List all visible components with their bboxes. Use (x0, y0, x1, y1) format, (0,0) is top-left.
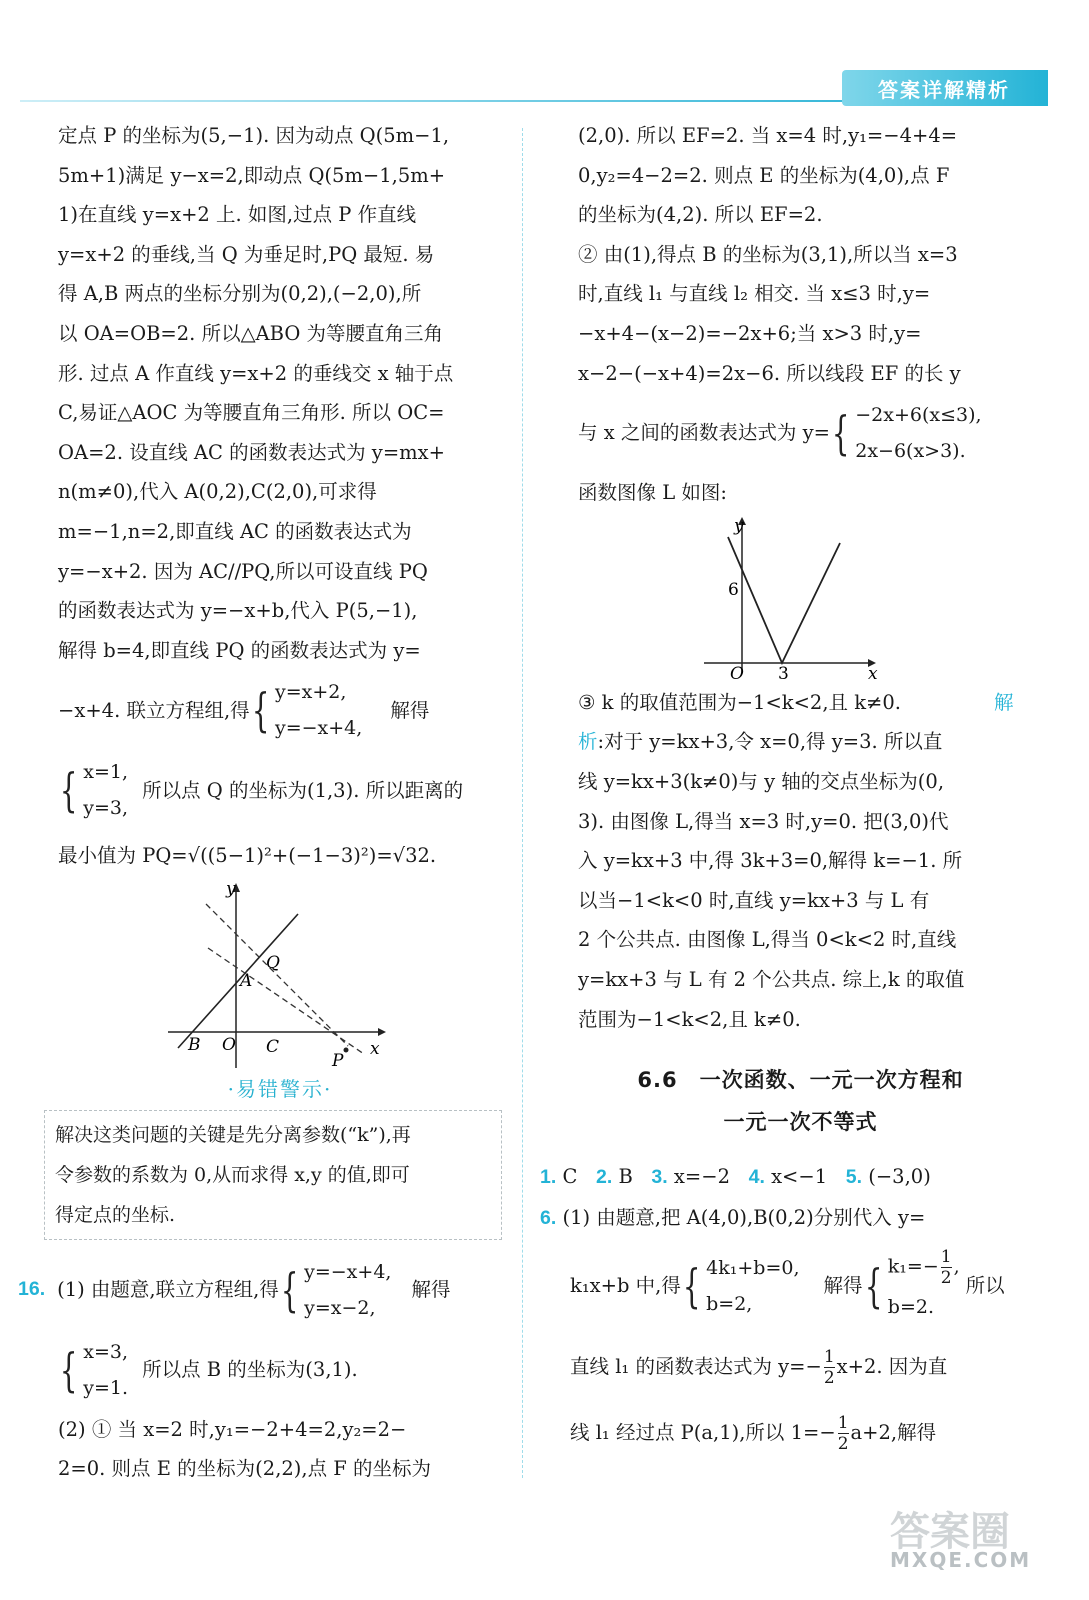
answer-number: 4. (748, 1166, 765, 1189)
line-y-eq-x-plus-2 (178, 914, 298, 1048)
answer-number: 3. (651, 1166, 668, 1189)
left-line: n(m≠0),代入 A(0,2),C(2,0),可求得 (58, 480, 377, 504)
left-line: 定点 P 的坐标为(5,−1). 因为动点 Q(5m−1, (58, 124, 450, 147)
column-divider (522, 128, 523, 1478)
answer: x=−2 (673, 1165, 730, 1189)
left-line: 5m+1)满足 y−x=2,即动点 Q(5m−1,5m+ (58, 163, 446, 187)
graph-l-line (728, 537, 840, 663)
piecewise-prefix: 与 x 之间的函数表达式为 y= (578, 421, 830, 445)
answer: x<−1 (771, 1165, 828, 1189)
denominator: 2 (823, 1367, 835, 1388)
fraction (941, 1247, 952, 1288)
label-p: P (332, 1050, 344, 1068)
label-q: Q (266, 952, 280, 973)
x-axis-arrow (378, 1028, 386, 1036)
point-p (344, 1047, 349, 1052)
graph-pq (168, 878, 428, 1068)
right-line: y=kx+3 与 L 有 2 个公共点. 综上,k 的取值 (578, 967, 965, 991)
graph-intro: 函数图像 L 如图: (578, 481, 727, 505)
q16-prefix: (1) 由题意,联立方程组,得 (57, 1277, 279, 1301)
piecewise-line (578, 393, 1023, 473)
section-heading (578, 1059, 1023, 1143)
q6-mid: 解得 (823, 1274, 863, 1298)
left-line: 以 OA=OB=2. 所以△ABO 为等腰直角三角 (58, 321, 444, 345)
equation: b=2. (887, 1295, 935, 1318)
watermark-url: MXQE.COM (890, 1548, 1032, 1572)
right-line: 的坐标为(4,2). 所以 EF=2. (578, 203, 823, 227)
q6-line (540, 1198, 1023, 1239)
right-line: 0,y₂=4−2=2. 则点 E 的坐标为(4,0),点 F (578, 163, 950, 187)
q6-text: 直线 l₁ 的函数表达式为 y=− (570, 1355, 822, 1379)
system-suffix: 解得 (390, 698, 430, 722)
analysis-text: :对于 y=kx+3,令 x=0,得 y=3. 所以直 (597, 730, 943, 754)
section-title: 6.6 一次函数、一元一次方程和 (637, 1068, 964, 1093)
q6-suffix: 所以 (965, 1274, 1005, 1298)
solution-text: 所以点 Q 的坐标为(1,3). 所以距离的 (142, 778, 464, 802)
answer: (−3,0) (868, 1165, 931, 1189)
label-y: y (226, 878, 236, 899)
fraction (838, 1413, 849, 1454)
q16-line (18, 1250, 502, 1330)
q6-prefix: k₁x+b 中,得 (570, 1274, 681, 1298)
label-o: O (222, 1034, 236, 1055)
piecewise-function: { −2x+6(x≤3), 2x−6(x>3). (831, 404, 982, 463)
warning-line: 解决这类问题的关键是先分离参数(“k”),再 (55, 1123, 411, 1146)
k-range: ③ k 的取值范围为−1<k<2,且 k≠0. (578, 690, 901, 714)
q6-text: (1) 由题意,把 A(4,0),B(0,2)分别代入 y= (562, 1205, 926, 1229)
right-line (578, 722, 1023, 762)
header-rule (20, 100, 860, 102)
left-line: 形. 过点 A 作直线 y=x+2 的垂线交 x 轴于点 (58, 361, 454, 385)
equation: 4k₁+b=0, (706, 1257, 800, 1280)
equation: x=3, (83, 1340, 129, 1363)
equation: y=1. (83, 1376, 129, 1399)
q16-suffix: 解得 (411, 1277, 451, 1301)
q6-text: a+2,解得 (850, 1421, 937, 1445)
section-subtitle: 一元一次不等式 (723, 1110, 878, 1135)
answer-number: 5. (845, 1166, 863, 1189)
numerator: 1 (823, 1346, 835, 1367)
q16-system: { y=−x+4, y=x−2, (280, 1260, 392, 1319)
right-line: 2 个公共点. 由图像 L,得当 0<k<2 时,直线 (578, 928, 957, 952)
solution-system: { x=1, y=3, (59, 761, 129, 820)
k-range-line (578, 683, 1023, 723)
q16-solution-text: 所以点 B 的坐标为(3,1). (142, 1357, 358, 1381)
fraction (824, 1347, 835, 1388)
equation: y=x−2, (304, 1296, 376, 1319)
jie-label: 解 (994, 690, 1014, 714)
answers-line (540, 1157, 1023, 1198)
q6-solution: { k₁=− $\frac{1}{2}$ , b=2. (864, 1246, 960, 1318)
left-line: C,易证△AOC 为等腰直角三角形. 所以 OC= (58, 401, 445, 425)
right-line: 3). 由图像 L,得当 x=3 时,y=0. 把(3,0)代 (578, 809, 949, 833)
header-tag: 答案详解精析 (842, 70, 1048, 106)
warning-line: 令参数的系数为 0,从而求得 x,y 的值,即可 (55, 1163, 410, 1186)
right-line: 线 y=kx+3(k≠0)与 y 轴的交点坐标为(0, (578, 769, 945, 793)
answer-number: 1. (540, 1166, 557, 1189)
numerator: 1 (837, 1412, 849, 1433)
system-prefix: −x+4. 联立方程组,得 (58, 698, 250, 722)
question-number: 16. (18, 1277, 46, 1300)
equation: x=1, (83, 761, 129, 784)
xi-label: 析 (578, 730, 598, 754)
solution-line (58, 750, 502, 830)
denominator: 2 (940, 1267, 952, 1288)
left-line: OA=2. 设直线 AC 的函数表达式为 y=mx+ (58, 440, 445, 464)
label-b: B (188, 1034, 201, 1055)
piece: 2x−6(x>3). (855, 440, 966, 463)
right-line: (2,0). 所以 EF=2. 当 x=4 时,y₁=−4+4= (578, 124, 958, 147)
left-line: 解得 b=4,即直线 PQ 的函数表达式为 y= (58, 638, 421, 662)
label-c: C (266, 1036, 280, 1057)
warning-box (44, 1110, 502, 1240)
q16-solution: { x=3, y=1. (59, 1340, 129, 1399)
numerator: 1 (940, 1246, 952, 1267)
label-x: x (868, 663, 878, 683)
equation: y=x+2, (274, 681, 347, 704)
q6-system-line (570, 1238, 1023, 1334)
min-distance-line: 最小值为 PQ=√((5−1)²+(−1−3)²)=√32. (58, 844, 437, 868)
left-line: m=−1,n=2,即直线 AC 的函数表达式为 (58, 519, 412, 543)
left-column (18, 116, 502, 1489)
right-line: ② 由(1),得点 B 的坐标为(3,1),所以当 x=3 (578, 242, 958, 266)
equation: y=−x+4, (274, 717, 363, 740)
equation: y=−x+4, (304, 1260, 392, 1283)
label-o: O (730, 663, 744, 683)
warning-line: 得定点的坐标. (55, 1203, 176, 1226)
right-column (540, 116, 1023, 1466)
line-ac-dashed (206, 904, 348, 1046)
q6-text: 线 l₁ 经过点 P(a,1),所以 1=− (570, 1421, 836, 1445)
system-line (58, 670, 502, 750)
left-line: 2=0. 则点 E 的坐标为(2,2),点 F 的坐标为 (58, 1457, 432, 1481)
q6-system: { 4k₁+b=0, b=2, (682, 1257, 800, 1316)
label-x: x (370, 1038, 380, 1059)
label-a: A (240, 970, 253, 991)
equation: k₁=− (887, 1255, 939, 1278)
left-line: 得 A,B 两点的坐标分别为(0,2),(−2,0),所 (58, 282, 422, 306)
left-line: 1)在直线 y=x+2 上. 如图,过点 P 作直线 (58, 203, 417, 227)
warning-title: ·易错警示· (227, 1076, 333, 1101)
q6-text: x+2. 因为直 (836, 1355, 948, 1379)
right-line: x−2−(−x+4)=2x−6. 所以线段 EF 的长 y (578, 361, 961, 385)
right-line: −x+4−(x−2)=−2x+6;当 x>3 时,y= (578, 321, 922, 345)
denominator: 2 (837, 1433, 849, 1454)
label-6: 6 (728, 579, 739, 600)
left-line: (2) ① 当 x=2 时,y₁=−2+4=2,y₂=2− (58, 1417, 407, 1441)
left-line: y=x+2 的垂线,当 Q 为垂足时,PQ 最短. 易 (58, 242, 435, 266)
label-y: y (734, 515, 744, 536)
q6-line3 (570, 1334, 1023, 1400)
watermark-logo: 答案圈 (890, 1509, 1010, 1555)
answer-number: 2. (596, 1166, 613, 1189)
graph-l (698, 513, 918, 683)
right-line: 时,直线 l₁ 与直线 l₂ 相交. 当 x≤3 时,y= (578, 282, 931, 306)
q16-solution-line (58, 1330, 502, 1410)
right-line: 以当−1<k<0 时,直线 y=kx+3 与 L 有 (578, 888, 930, 912)
q6-line4 (570, 1400, 1023, 1466)
left-line: y=−x+2. 因为 AC//PQ,所以可设直线 PQ (58, 559, 428, 583)
piece: −2x+6(x≤3), (855, 404, 982, 427)
answer: C (562, 1165, 578, 1189)
right-line: 范围为−1<k<2,且 k≠0. (578, 1007, 801, 1031)
answer: B (618, 1165, 633, 1189)
equation: y=3, (83, 797, 129, 820)
question-number: 6. (540, 1206, 557, 1229)
equation: b=2, (706, 1293, 753, 1316)
label-3: 3 (778, 663, 789, 683)
left-line: 的函数表达式为 y=−x+b,代入 P(5,−1), (58, 599, 418, 623)
right-line: 入 y=kx+3 中,得 3k+3=0,解得 k=−1. 所 (578, 849, 963, 873)
equation-system: { y=x+2, y=−x+4, (251, 681, 363, 740)
